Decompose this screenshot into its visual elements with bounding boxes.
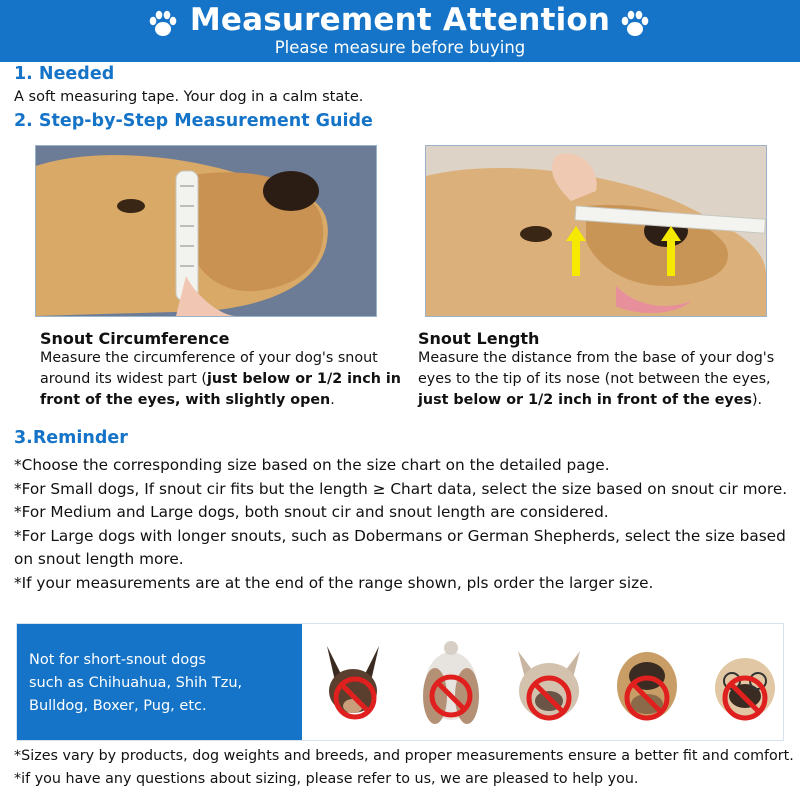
chihuahua-icon	[307, 636, 399, 736]
snout-circumference-title: Snout Circumference	[40, 329, 230, 348]
notice-line: Not for short-snout dogs	[29, 652, 206, 668]
short-snout-notice	[16, 623, 784, 741]
reminder-list	[14, 454, 794, 595]
footer-note: *Sizes vary by products, dog weights and breeds, and proper measurements ensure a better fit and comfort.	[14, 748, 794, 764]
needed-text: A soft measuring tape. Your dog in a calm state.	[14, 89, 364, 105]
boxer-icon	[601, 636, 693, 736]
snout-length-text	[418, 348, 788, 411]
reminder-item: *For Large dogs with longer snouts, such as Dobermans or German Shepherds, select the size based on snout length more.	[14, 526, 786, 568]
needed-heading: 1. Needed	[14, 64, 115, 84]
header-banner	[0, 0, 800, 62]
snout-circumference-photo	[35, 145, 377, 317]
reminder-item: *Choose the corresponding size based on the size chart on the detailed page.	[14, 456, 610, 474]
notice-text	[29, 649, 294, 718]
snout-length-end: ).	[751, 392, 763, 408]
snout-circumference-plain: Measure the circumference of your dog's snout around its widest part (	[40, 350, 378, 387]
page-subtitle: Please measure before buying	[274, 38, 526, 57]
bulldog-icon	[503, 636, 595, 736]
guide-heading: 2. Step-by-Step Measurement Guide	[14, 111, 373, 131]
snout-length-title: Snout Length	[418, 329, 540, 348]
reminder-item: *For Medium and Large dogs, both snout cir and snout length are considered.	[14, 503, 609, 521]
notice-label-panel	[17, 624, 302, 740]
snout-circumference-text	[40, 348, 410, 411]
snout-length-photo	[425, 145, 767, 317]
snout-length-plain: Measure the distance from the base of your dog's eyes to the tip of its nose (not between the eyes,	[418, 350, 775, 387]
snout-circumference-end: .	[330, 392, 335, 408]
shih-tzu-icon	[405, 636, 497, 736]
reminder-item: *If your measurements are at the end of the range shown, pls order the larger size.	[14, 573, 654, 592]
notice-line: such as Chihuahua, Shih Tzu,	[29, 675, 243, 691]
footer-note: *if you have any questions about sizing, please refer to us, we are pleased to help you.	[14, 771, 639, 787]
footer-notes	[14, 745, 794, 791]
reminder-item: *For Small dogs, If snout cir fits but the length ≥ Chart data, select the size based on snout cir more.	[14, 479, 788, 498]
page-title: Measurement Attention	[189, 2, 611, 38]
snout-length-bold: just below or 1/2 inch in front of the eyes	[418, 392, 752, 408]
reminder-heading: 3.Reminder	[14, 428, 128, 448]
pug-icon	[699, 636, 791, 736]
paw-icon	[619, 8, 651, 40]
notice-line: Bulldog, Boxer, Pug, etc.	[29, 698, 207, 714]
snout-circumference-bold: just below or 1/2 inch in front of the eyes, with slightly open	[40, 371, 401, 408]
